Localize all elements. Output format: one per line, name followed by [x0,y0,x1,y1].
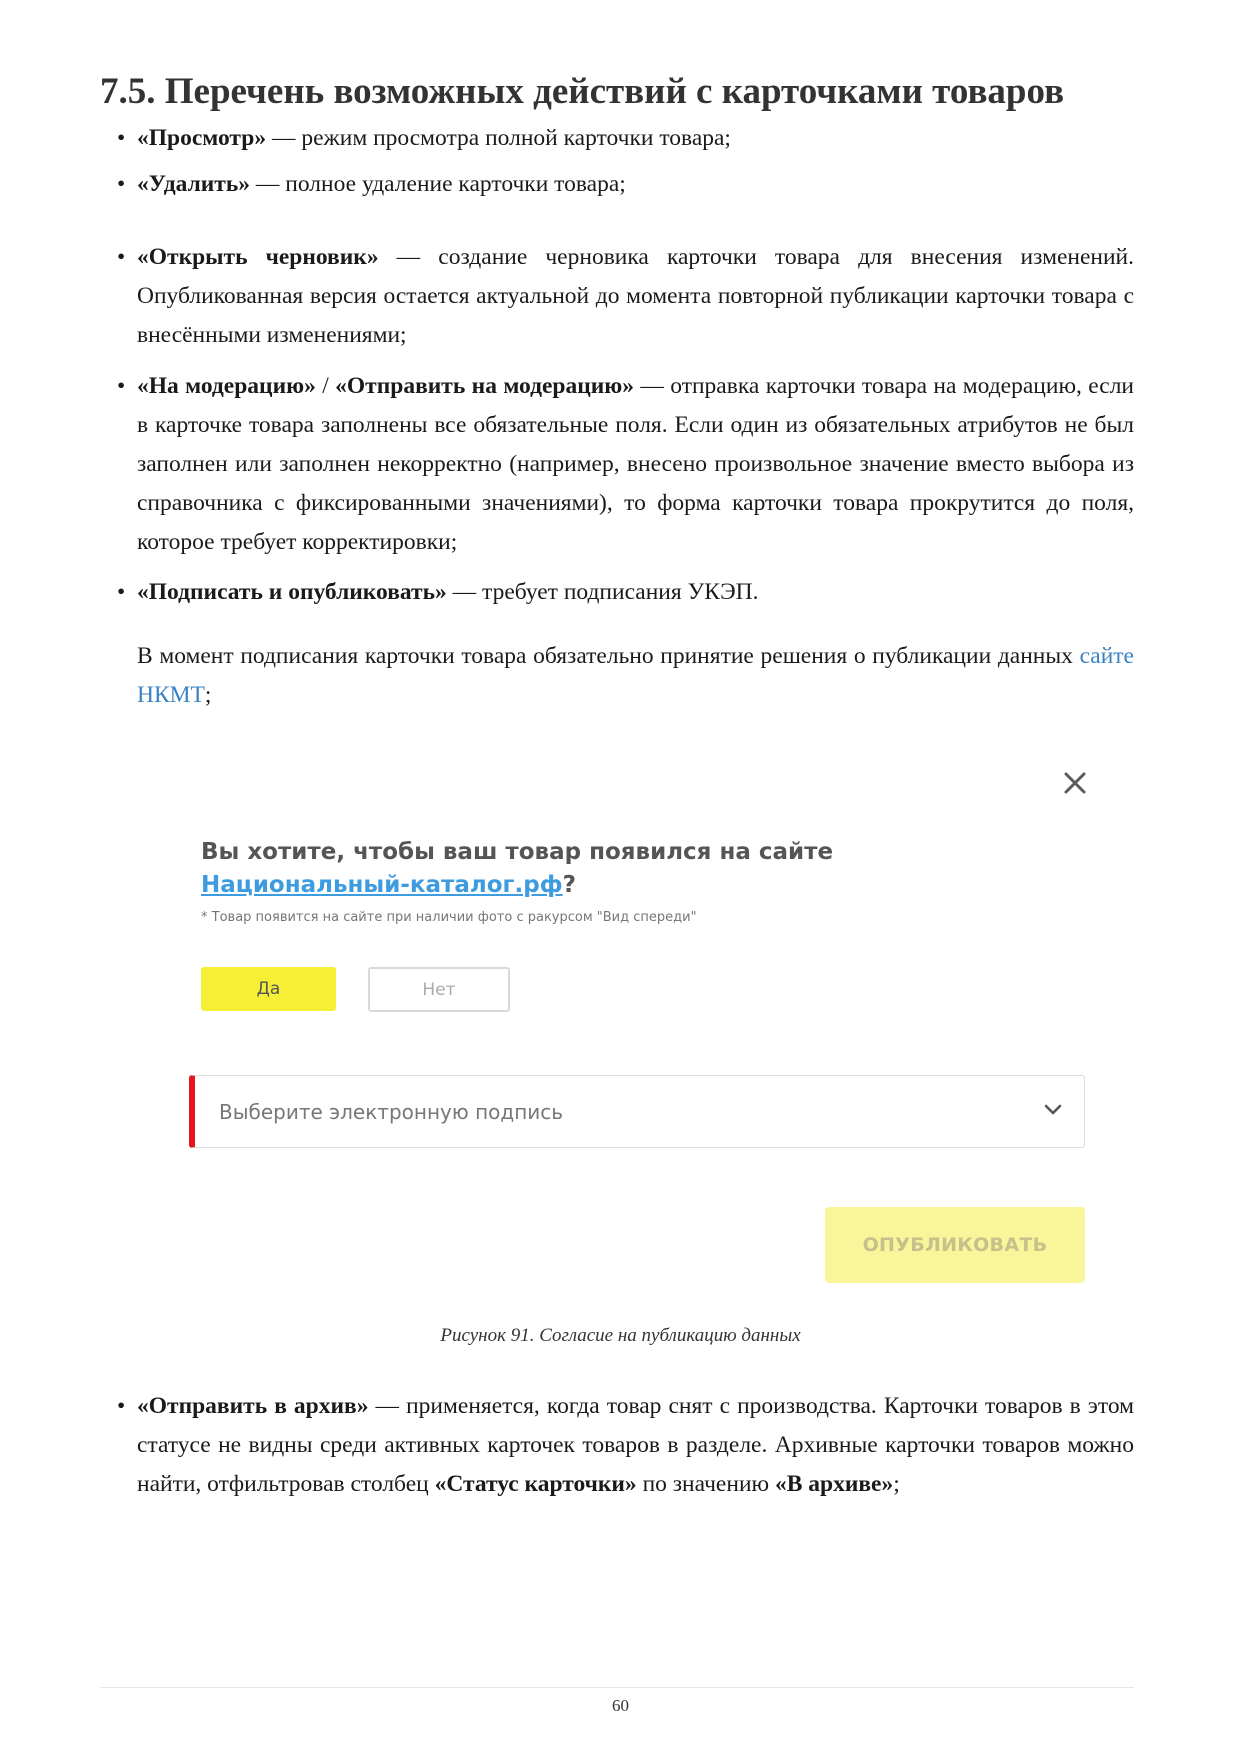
question-mark: ? [562,872,576,898]
publish-note [137,637,1134,715]
item-term: «Удалить» [137,171,251,197]
chevron-down-icon [1044,1104,1062,1116]
list-item-archive [137,1387,1134,1504]
item-separator: / [315,373,336,399]
question-text: Вы хотите, чтобы ваш товар появился на сайте [201,839,834,865]
publish-consent-dialog [185,760,1095,1300]
section-heading: 7.5. Перечень возможных действий с карточками товаров [100,71,1065,112]
national-catalog-link[interactable]: Национальный-каталог.рф [201,872,563,898]
item-description: — применяется, когда товар снят с производства. Карточки товаров в этом статусе не видны среди активных карточек товаров в разделе. Архивные карточки товаров можно найти, отфильтровав столбец [137,1393,1134,1497]
footer-divider [100,1687,1134,1688]
nkmt-site-link[interactable]: сайте НКМТ [137,643,1134,708]
item-term: «Открыть черновик» [137,244,379,270]
dialog-question [201,836,1001,902]
item-term: «Подписать и опубликовать» [137,579,447,605]
item-term-2: «Отправить на модерацию» [335,373,635,399]
item-description-2: по значению [636,1471,775,1497]
item-end: ; [893,1471,900,1497]
archive-value-term: «В архиве» [774,1471,894,1497]
item-description: — режим просмотра полной карточки товара; [266,125,731,151]
no-button[interactable]: Нет [368,967,510,1012]
list-item-moderation [137,367,1134,562]
item-term: «Просмотр» [137,125,267,151]
signature-placeholder: Выберите электронную подпись [219,1100,564,1124]
dialog-note: * Товар появится на сайте при наличии фото с ракурсом "Вид спереди" [201,910,697,925]
list-item-view [137,119,1134,158]
publish-button[interactable]: ОПУБЛИКОВАТЬ [825,1207,1085,1283]
item-term: «На модерацию» [137,373,316,399]
publish-note-end: ; [204,682,212,708]
page-number: 60 [612,1696,629,1715]
close-icon[interactable] [1061,769,1089,797]
item-term: «Отправить в архив» [137,1393,369,1419]
publish-note-text: В момент подписания карточки товара обязательно принятие решения о публикации данных [137,643,1080,669]
list-item-open-draft [137,238,1134,355]
item-description: — полное удаление карточки товара; [250,171,626,197]
list-item-delete [137,165,1134,204]
yes-button[interactable]: Да [201,967,336,1011]
item-description: — требует подписания УКЭП. [446,579,759,605]
item-description: — отправка карточки товара на модерацию, если в карточке товара заполнены все обязательные поля. Если один из обязательных атрибутов не был заполнен или заполнен некорректно (например, внесено произвольное значение вместо выбора из справочника с фиксированными значениями), то форма карточки товара прокрутится до поля, которое требует корректировки; [137,373,1134,555]
status-column-term: «Статус карточки» [434,1471,637,1497]
signature-select[interactable] [189,1075,1085,1148]
list-item-sign-publish [137,573,1134,612]
item-description: — создание черновика карточки товара для внесения изменений. Опубликованная версия остается актуальной до момента повторной публикации карточки товара с внесёнными изменениями; [137,244,1134,348]
figure-caption: Рисунок 91. Согласие на публикацию данных [440,1325,801,1346]
